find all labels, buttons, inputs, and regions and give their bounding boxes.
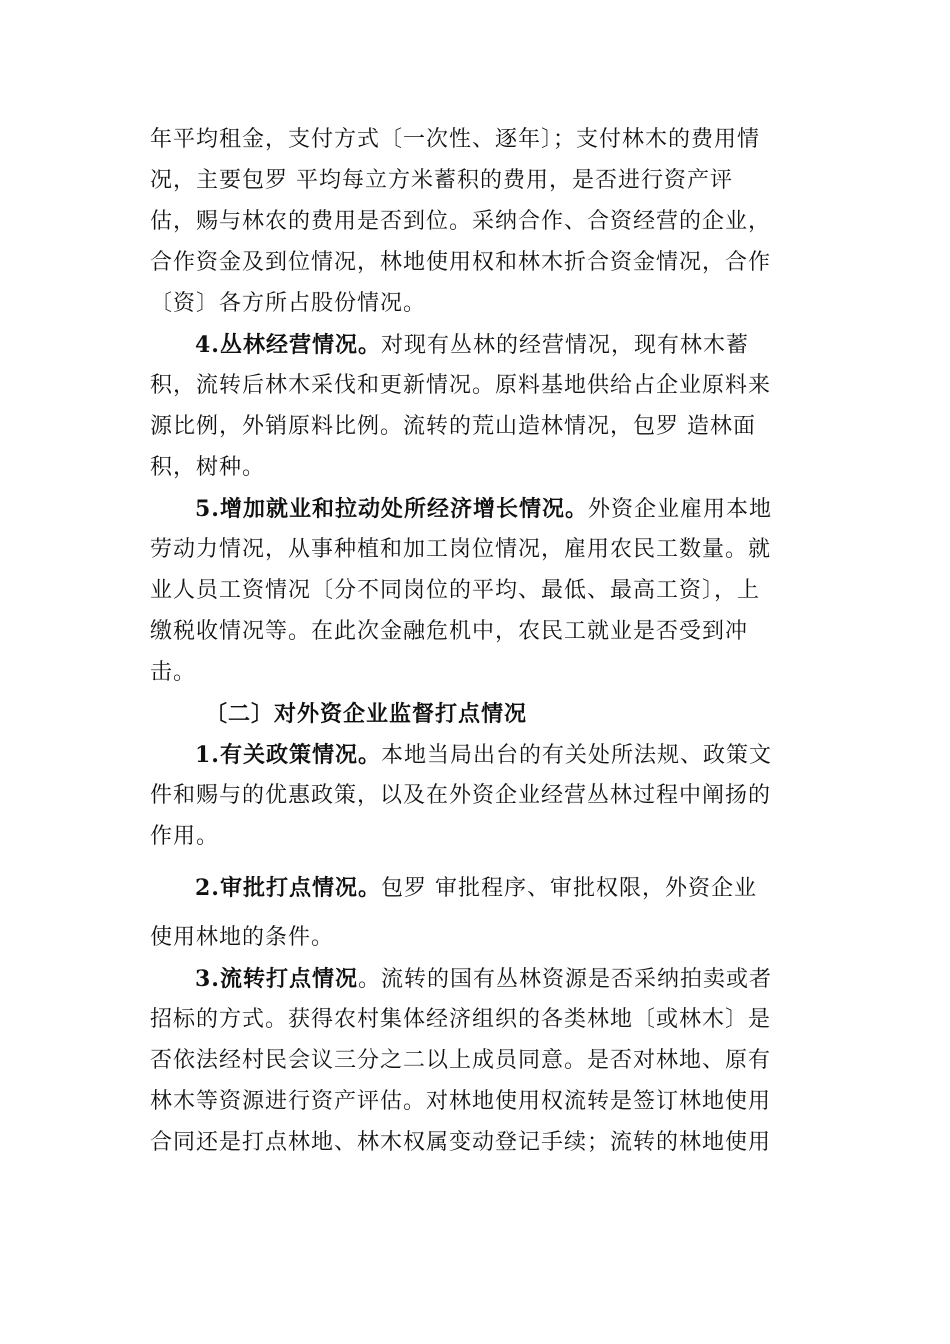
item-text: 包罗 审批程序、审批权限，外资企业 — [380, 876, 757, 901]
paragraph-line: 况，主要包罗 平均每立方米蓄积的费用，是否进行资产评 — [150, 168, 733, 193]
item-heading: 2.审批打点情况。 — [195, 875, 381, 901]
item-heading: 5.增加就业和拉动处所经济增长情况。 — [195, 496, 588, 522]
paragraph-line: 合同还是打点林地、林木权属变动登记手续；流转的林地使用 — [150, 1130, 772, 1155]
paragraph-line: 件和赐与的优惠政策，以及在外资企业经营丛林过程中阐扬的 — [150, 783, 772, 808]
item-heading: 3.流转打点情况 — [195, 966, 358, 992]
paragraph-line: 年平均租金，支付方式〔一次性、逐年〕；支付林木的费用情 — [150, 127, 761, 152]
paragraph-line: 林木等资源进行资产评估。对林地使用权流转是签订林地使用 — [150, 1089, 772, 1114]
paragraph-first-line — [195, 873, 800, 904]
item-text: 本地当局出台的有关处所法规、政策文 — [380, 743, 772, 768]
paragraph-first-line — [195, 740, 800, 771]
item-heading: 1.有关政策情况。 — [195, 742, 381, 768]
paragraph-line: 劳动力情况，从事种植和加工岗位情况，雇用农民工数量。就 — [150, 537, 772, 562]
item-text: 外资企业雇用本地 — [587, 497, 772, 522]
item-text: 对现有丛林的经营情况，现有林木蓄 — [380, 333, 749, 358]
paragraph-first-line — [195, 964, 800, 995]
paragraph-line: 使用林地的条件。 — [150, 925, 335, 950]
paragraph-line: 积，树种。 — [150, 455, 266, 480]
paragraph-line: 估，赐与林农的费用是否到位。采纳合作、合资经营的企业， — [150, 209, 772, 234]
paragraph-first-line — [195, 494, 800, 525]
item-heading: 4.丛林经营情况。 — [195, 332, 381, 358]
paragraph-line: 作用。 — [150, 824, 220, 849]
paragraph-line: 源比例，外销原料比例。流转的荒山造林情况，包罗 造林面 — [150, 414, 756, 439]
paragraph-line: 〔资〕各方所占股份情况。 — [150, 291, 427, 316]
paragraph-line: 招标的方式。获得农村集体经济组织的各类林地〔或林木〕是 — [150, 1007, 772, 1032]
paragraph-line: 缴税收情况等。在此次金融危机中，农民工就业是否受到冲 — [150, 619, 749, 644]
paragraph-line: 合作资金及到位情况，林地使用权和林木折合资金情况，合作 — [150, 250, 772, 275]
paragraph-line: 积，流转后林木采伐和更新情况。原料基地供给占企业原料来 — [150, 373, 772, 398]
paragraph-line: 击。 — [150, 660, 197, 685]
paragraph-line: 否依法经村民会议三分之二以上成员同意。是否对林地、原有 — [150, 1048, 772, 1073]
item-text: 。流转的国有丛林资源是否采纳拍卖或者 — [357, 967, 772, 992]
paragraph-first-line — [195, 330, 800, 361]
section-heading: 〔二〕对外资企业监督打点情况 — [205, 701, 528, 727]
paragraph-line: 业人员工资情况〔分不同岗位的平均、最低、最高工资〕，上 — [150, 578, 761, 603]
